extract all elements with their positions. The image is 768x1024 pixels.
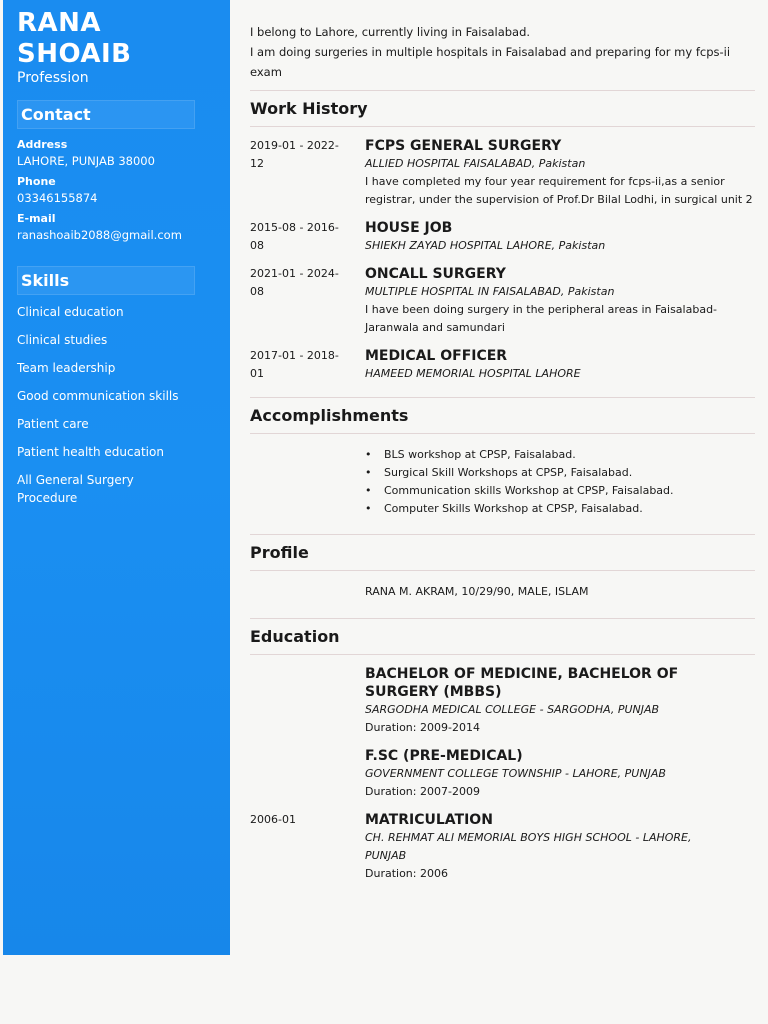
education-duration: Duration: 2007-2009 [365, 785, 480, 798]
education-title: MATRICULATION [365, 812, 493, 828]
phone-value[interactable]: 03346155874 [17, 191, 98, 205]
skills-heading: Skills [17, 266, 195, 295]
work-title: FCPS GENERAL SURGERY [365, 138, 562, 154]
work-date: 2019-01 - 2022-12 [250, 139, 339, 170]
intro-line-2: I am doing surgeries in multiple hospitals in Faisalabad and preparing for my fcps-ii exam [250, 45, 731, 79]
divider [250, 433, 755, 434]
profession: Profession [17, 70, 89, 86]
divider [250, 654, 755, 655]
education-date [250, 665, 350, 737]
contact-block [17, 137, 216, 244]
work-date: 2021-01 - 2024-08 [250, 267, 339, 298]
work-description: I have been doing surgery in the peripheral areas in Faisalabad-Jaranwala and samundari [365, 303, 718, 334]
name-last: SHOAIB [17, 39, 132, 69]
education-duration: Duration: 2009-2014 [365, 721, 480, 734]
bullet-icon: • [365, 502, 372, 515]
intro-line-1: I belong to Lahore, currently living in Faisalabad. [250, 25, 531, 39]
work-history-list [250, 137, 755, 383]
work-employer: SHIEKH ZAYAD HOSPITAL LAHORE, Pakistan [365, 239, 606, 252]
profile-heading: Profile [250, 543, 309, 562]
skills-list [17, 303, 216, 507]
education-duration: Duration: 2006 [365, 867, 448, 880]
skill-item: Team leadership [17, 361, 116, 375]
main-content [250, 0, 755, 883]
work-title: MEDICAL OFFICER [365, 348, 508, 364]
contact-heading: Contact [17, 100, 195, 129]
education-entry [250, 811, 755, 883]
accomplishments-list [250, 446, 755, 518]
accomplishment-item: • BLS workshop at CPSP, Faisalabad. [365, 446, 755, 464]
divider [250, 570, 755, 571]
name-first: RANA [17, 8, 102, 38]
address-label: Address [17, 138, 68, 151]
education-school: SARGODHA MEDICAL COLLEGE - SARGODHA, PUNJAB [365, 703, 660, 716]
email-label: E-mail [17, 212, 56, 225]
skill-item: Patient care [17, 417, 89, 431]
education-date [250, 747, 350, 801]
address-value: LAHORE, PUNJAB 38000 [17, 154, 155, 168]
education-heading: Education [250, 627, 340, 646]
work-date: 2017-01 - 2018-01 [250, 349, 339, 380]
work-entry [250, 219, 755, 255]
skill-item: Good communication skills [17, 389, 179, 403]
work-title: ONCALL SURGERY [365, 266, 506, 282]
work-history-heading: Work History [250, 99, 368, 118]
work-employer: MULTIPLE HOSPITAL IN FAISALABAD, Pakistan [365, 285, 615, 298]
skill-item: All General Surgery Procedure [17, 473, 134, 505]
work-entry [250, 347, 755, 383]
skill-item: Clinical studies [17, 333, 108, 347]
bullet-icon: • [365, 448, 372, 461]
education-date: 2006-01 [250, 813, 296, 826]
intro [250, 0, 755, 82]
work-entry [250, 265, 755, 337]
education-title: F.SC (PRE-MEDICAL) [365, 748, 523, 764]
education-entry [250, 665, 755, 737]
bullet-icon: • [365, 484, 372, 497]
work-employer: ALLIED HOSPITAL FAISALABAD, Pakistan [365, 157, 586, 170]
work-date: 2015-08 - 2016-08 [250, 221, 339, 252]
accomplishment-item: • Surgical Skill Workshops at CPSP, Faisalabad. [365, 464, 755, 482]
education-school: GOVERNMENT COLLEGE TOWNSHIP - LAHORE, PUNJAB [365, 767, 666, 780]
education-list [250, 665, 755, 883]
accomplishment-item: • Communication skills Workshop at CPSP, Faisalabad. [365, 482, 755, 500]
education-school: CH. REHMAT ALI MEMORIAL BOYS HIGH SCHOOL - LAHORE, PUNJAB [365, 831, 692, 862]
work-employer: HAMEED MEMORIAL HOSPITAL LAHORE [365, 367, 581, 380]
skill-item: Clinical education [17, 305, 124, 319]
divider [250, 126, 755, 127]
profile-details: RANA M. AKRAM, 10/29/90, MALE, ISLAM [365, 585, 589, 598]
email-value[interactable]: ranashoaib2088@gmail.com [17, 228, 182, 242]
work-entry [250, 137, 755, 209]
education-title: BACHELOR OF MEDICINE, BACHELOR OF SURGERY (MBBS) [365, 666, 679, 700]
phone-label: Phone [17, 175, 56, 188]
work-description: I have completed my four year requirement for fcps-ii,as a senior registrar, under the supervision of Prof.Dr Bilal Lodhi, in surgical unit 2 [365, 175, 753, 206]
education-entry [250, 747, 755, 801]
skill-item: Patient health education [17, 445, 164, 459]
accomplishment-item: • Computer Skills Workshop at CPSP, Faisalabad. [365, 500, 755, 518]
work-title: HOUSE JOB [365, 220, 453, 236]
accomplishments-heading: Accomplishments [250, 406, 409, 425]
sidebar [3, 0, 230, 955]
bullet-icon: • [365, 466, 372, 479]
